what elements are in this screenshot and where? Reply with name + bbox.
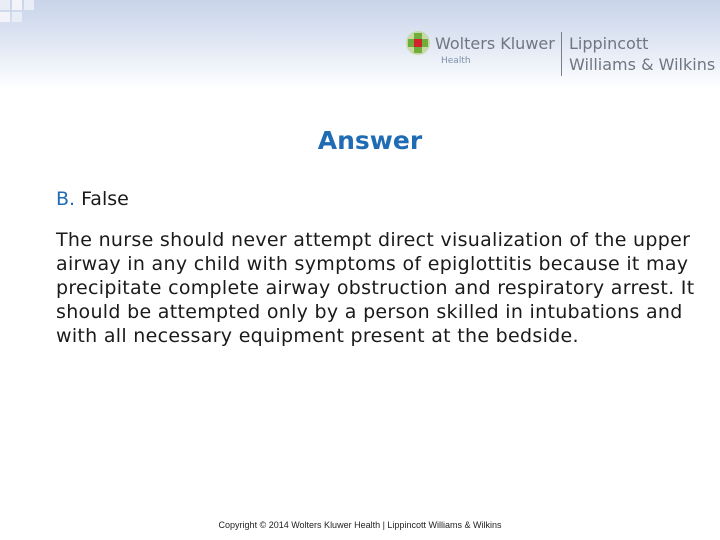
slide-title: Answer (317, 126, 423, 155)
copyright-footer: Copyright © 2014 Wolters Kluwer Health | Lippincott Williams & Wilkins (218, 520, 502, 530)
answer-text: False (75, 188, 129, 210)
logo-subtitle: Health (441, 56, 471, 66)
publisher-logo (405, 28, 715, 80)
wolters-kluwer-logo-icon (405, 30, 431, 56)
checker-decoration (0, 0, 34, 22)
imprint-line-2: Williams & Wilkins (569, 55, 716, 74)
answer-line (56, 188, 129, 210)
logo-name: Wolters Kluwer (435, 34, 555, 53)
imprint-line-1: Lippincott (569, 34, 649, 53)
logo-divider (561, 32, 562, 76)
answer-letter: B. (56, 188, 76, 210)
answer-explanation: The nurse should never attempt direct visualization of the upper airway in any child with symptoms of epiglottitis because it may precipitate complete airway obstruction and respiratory arrest. It should be attempted only by a person skilled in intubations and with all necessary equipment present at the bedside. (56, 229, 695, 347)
